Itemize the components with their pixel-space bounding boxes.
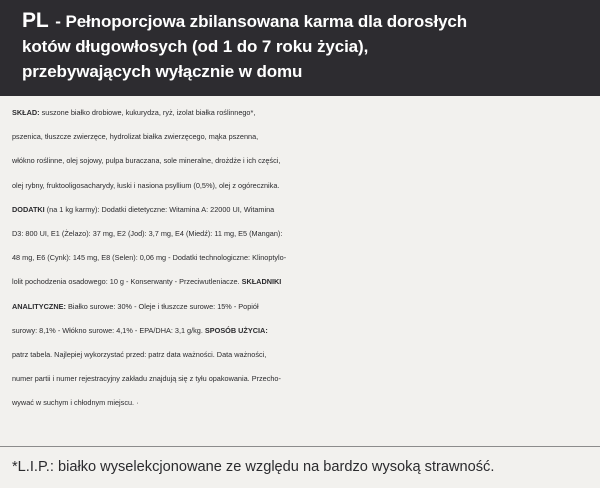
divider-line (0, 446, 600, 447)
composition-row-text: (na 1 kg karmy): Dodatki dietetyczne: Witamina A: 22000 UI, Witamina (46, 204, 275, 214)
composition-row: olej rybny, fruktooligosacharydy, łuski i nasiona psyllium (0,5%), olej z ogórecznika. (12, 180, 280, 190)
footnote: *L.I.P.: białko wyselekcjonowane ze względu na bardzo wysoką strawność. (12, 459, 495, 475)
composition-row (12, 101, 598, 125)
composition-row: patrz tabela. Najlepiej wykorzystać przed: patrz data ważności. Data ważności, (12, 350, 267, 360)
composition-row-text: surowy: 8,1% - Włókno surowe: 4,1% - EPA/DHA: 3,1 g/kg. (12, 325, 203, 335)
dodatki-label: DODATKI (12, 204, 45, 214)
composition-row (12, 319, 598, 343)
composition-row: wywać w suchym i chłodnym miejscu. · (12, 398, 139, 408)
title-line-1 (22, 8, 590, 34)
composition-row-text: lolit pochodzenia osadowego: 10 g - Konserwanty - Przeciwutleniacze. (12, 277, 240, 287)
composition-row: włókno roślinne, olej sojowy, pulpa buraczana, sole mineralne, drożdże i ich części, (12, 156, 281, 166)
sposob-label: SPOSÓB UŻYCIA: (204, 325, 268, 335)
country-code: PL (22, 9, 49, 32)
analityczne-label: ANALITYCZNE: (12, 301, 66, 311)
title-line-2: kotów długowłosych (od 1 do 7 roku życia), (22, 37, 369, 56)
composition-text (12, 101, 598, 416)
composition-row-text: Białko surowe: 30% - Oleje i tłuszcze surowe: 15% - Popiół (67, 301, 259, 311)
composition-row (12, 295, 598, 319)
title-line-1-text: - Pełnoporcjowa zbilansowana karma dla dorosłych (55, 12, 468, 31)
title-line-3: przebywających wyłącznie w domu (22, 62, 303, 81)
composition-row (12, 270, 598, 294)
skladniki-label: SKŁADNIKI (241, 277, 282, 287)
composition-row-text: suszone białko drobiowe, kukurydza, ryż, izolat białka roślinnego*, (41, 108, 256, 117)
composition-row (12, 198, 598, 222)
composition-row: numer partii i numer rejestracyjny zakładu znajdują się z tyłu opakowania. Przecho- (12, 374, 281, 384)
product-title-banner (0, 0, 600, 96)
sklad-label: SKŁAD: (12, 108, 40, 117)
composition-row: pszenica, tłuszcze zwierzęce, hydrolizat białka zwierzęcego, mąka pszenna, (12, 132, 259, 142)
composition-row: D3: 800 UI, E1 (Żelazo): 37 mg, E2 (Jod): 3,7 mg, E4 (Miedź): 11 mg, E5 (Mangan): (12, 229, 283, 239)
composition-row: 48 mg, E6 (Cynk): 145 mg, E8 (Selen): 0,06 mg - Dodatki technologiczne: Klinoptylo- (12, 253, 287, 263)
